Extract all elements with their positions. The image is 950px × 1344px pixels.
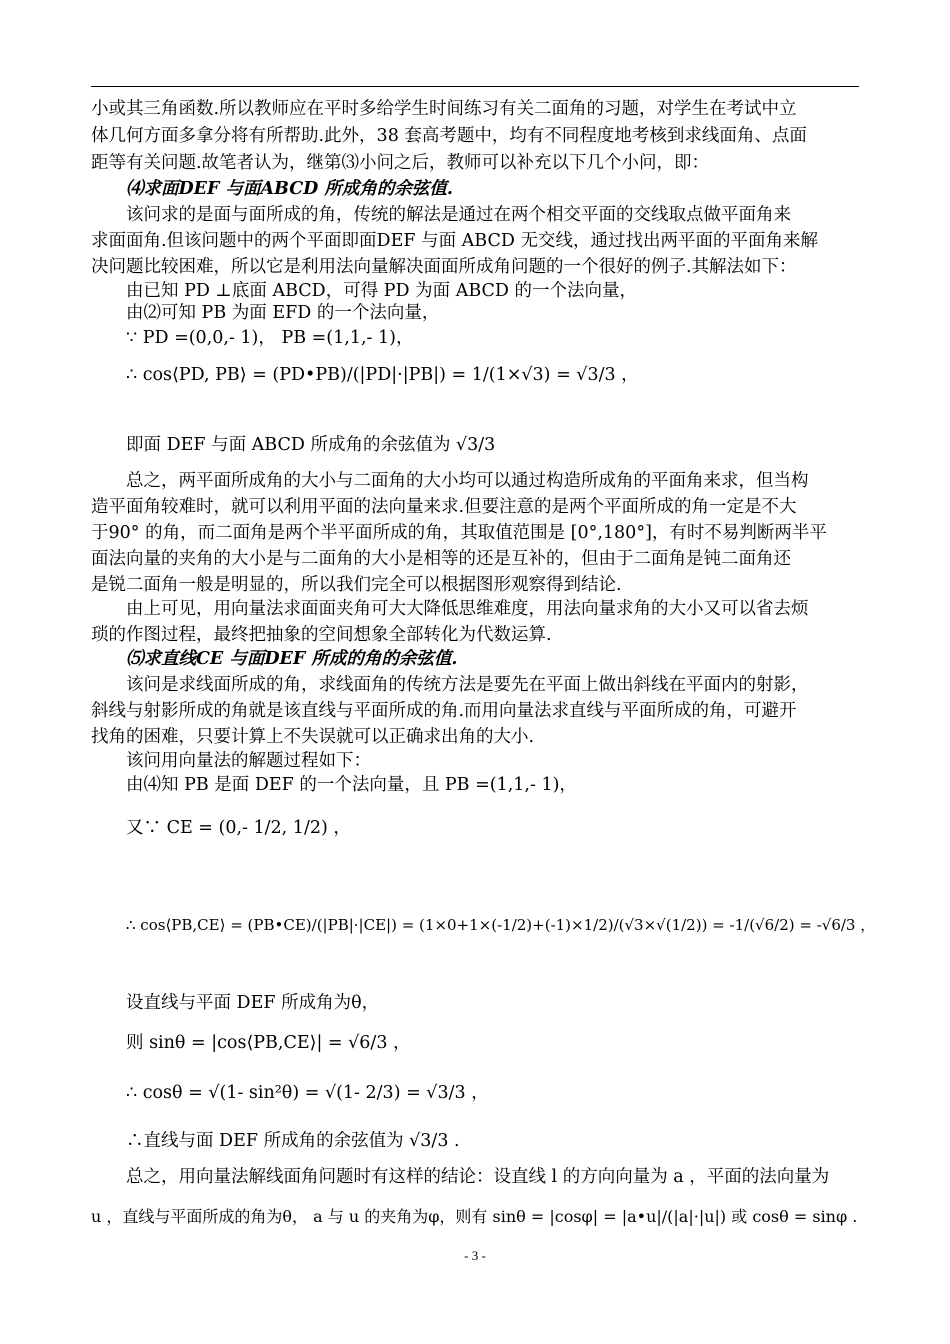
text-line: 斜线与射影所成的角就是该直线与平面所成的角.而用向量法求直线与平面所成的角，可避开 (91, 701, 797, 721)
subquestion-5-heading: ⑸求直线CE 与面DEF 所成的角的余弦值. (126, 649, 458, 669)
text-line: 设直线与平面 DEF 所成角为θ， (126, 993, 380, 1013)
formula-ce-vector: 又∵ CE = (0,- 1/2, 1/2) ， (126, 818, 351, 838)
text-line: 小或其三角函数.所以教师应在平时多给学生时间练习有关二面角的习题，对学生在考试中立 (91, 99, 797, 119)
text-line: 求面面角.但该问题中的两个平面即面DEF 与面 ABCD 无交线，通过找出两平面的平面角来解 (91, 231, 818, 251)
formula-cos-pb-ce: ∴ cos⟨PB,CE⟩ = (PB•CE)/(|PB|·|CE|) = (1×0+1×(-1/2)+(-1)×1/2)/(√3×√(1/2)) = -1/(√6/2) = -√6/3 ， (126, 916, 876, 934)
text-line: u ，直线与平面所成的角为θ， a 与 u 的夹角为φ，则有 sinθ = |cosφ| = |a•u|/(|a|·|u|) 或 cosθ = sinφ . (91, 1207, 858, 1226)
text-line: 决问题比较困难，所以它是利用法向量解决面面所成角问题的一个很好的例子.其解法如下： (91, 257, 797, 277)
page-number: - 3 - (464, 1248, 486, 1263)
formula-sin-theta: 则 sinθ = |cos⟨PB,CE⟩| = √6/3 ， (126, 1033, 411, 1053)
text-line: 找角的困难，只要计算上不失误就可以正确求出角的大小. (91, 727, 535, 747)
text-line: 造平面角较难时，就可以利用平面的法向量来求.但要注意的是两个平面所成的角一定是不大 (91, 497, 797, 517)
text-line: 于90° 的角，而二面角是两个半平面所成的角，其取值范围是 [0°,180°]，有时不易判断两半平 (91, 523, 827, 543)
formula-cos-pd-pb: ∴ cos⟨PD, PB⟩ = (PD•PB)/(|PD|·|PB|) = 1/(1×√3) = √3/3 ， (126, 365, 639, 385)
text-line: 该问求的是面与面所成的角，传统的解法是通过在两个相交平面的交线取点做平面角来 (126, 205, 791, 225)
formula-line: ∵ PD =(0,0,- 1)， PB =(1,1,- 1)， (126, 328, 414, 348)
text-line: 是锐二面角一般是明显的，所以我们完全可以根据图形观察得到结论. (91, 575, 622, 595)
text-line: 该问用向量法的解题过程如下： (126, 751, 371, 771)
text-line: 总之，用向量法解线面角问题时有这样的结论：设直线 l 的方向向量为 a ，平面的法向量为 (126, 1167, 830, 1187)
text-line: 由上可见，用向量法求面面夹角可大大降低思维难度，用法向量求角的大小又可以省去烦 (126, 599, 809, 619)
text-line: 由⑵可知 PB 为面 EFD 的一个法向量， (126, 303, 440, 323)
text-line: 面法向量的夹角的大小是与二面角的大小是相等的还是互补的，但由于二面角是钝二面角还 (91, 549, 791, 569)
text-line: 总之，两平面所成角的大小与二面角的大小均可以通过构造所成角的平面角来求，但当构 (126, 471, 809, 491)
text-line: 体几何方面多拿分将有所帮助.此外，38 套高考题中，均有不同程度地考核到求线面角、点面 (91, 126, 807, 146)
text-line: 即面 DEF 与面 ABCD 所成角的余弦值为 √3/3 (126, 435, 496, 455)
text-line: 琐的作图过程，最终把抽象的空间想象全部转化为代数运算. (91, 625, 552, 645)
text-line: 由已知 PD ⊥底面 ABCD，可得 PD 为面 ABCD 的一个法向量， (126, 281, 637, 301)
formula-cos-theta: ∴ cosθ = √(1- sin²θ) = √(1- 2/3) = √3/3 ， (126, 1083, 489, 1103)
header-rule (91, 86, 859, 87)
text-line: 由⑷知 PB 是面 DEF 的一个法向量，且 PB =(1,1,- 1)， (126, 775, 577, 795)
text-line: ∴直线与面 DEF 所成角的余弦值为 √3/3 . (126, 1131, 460, 1151)
text-line: 距等有关问题.故笔者认为，继第⑶小问之后，教师可以补充以下几个小问，即： (91, 153, 710, 173)
subquestion-4-heading: ⑷求面DEF 与面ABCD 所成角的余弦值. (126, 179, 454, 199)
text-line: 该问是求线面所成的角，求线面角的传统方法是要先在平面上做出斜线在平面内的射影， (126, 675, 809, 695)
